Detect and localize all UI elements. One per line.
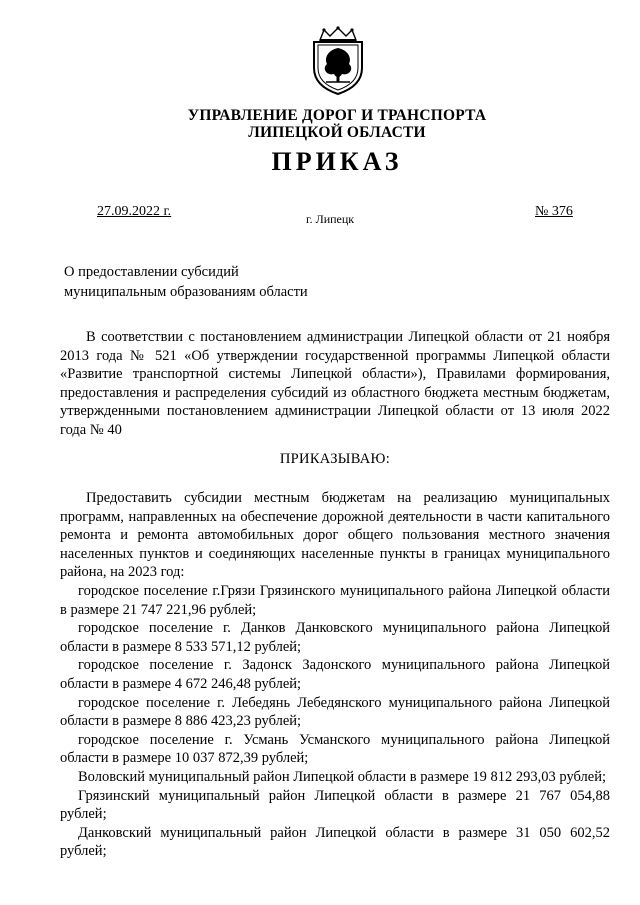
document-city: г. Липецк <box>306 212 355 226</box>
list-item: городское поселение г. Усмань Усманского муниципального района Липецкой области в размере 10 037 872,39 рублей; <box>60 731 610 767</box>
subject-line: О предоставлении субсидий <box>64 264 239 280</box>
organization-name-line1: УПРАВЛЕНИЕ ДОРОГ И ТРАНСПОРТА <box>187 107 487 124</box>
intro-paragraph-block <box>60 328 610 440</box>
list-item: Воловский муниципальный район Липецкой области в размере 19 812 293,03 рублей; <box>78 768 606 785</box>
document-title: ПРИКАЗ <box>271 147 403 176</box>
list-item: городское поселение г. Лебедянь Лебедянского муниципального района Липецкой области в размере 8 886 423,23 рублей; <box>60 694 610 730</box>
list-item: городское поселение г. Задонск Задонского муниципального района Липецкой области в размере 4 672 246,48 рублей; <box>60 657 610 692</box>
order-keyword: ПРИКАЗЫВАЮ: <box>279 451 391 467</box>
list-item-lead: Предоставить субсидии местным бюджетам на реализацию муниципальных программ, направленных на обеспечение дорожной деятельности в части капитального ремонта и ремонта автомобильных дорог общего пользования местного значения населенных пунктов и соединяющих населенные пункты в границах муниципального района, на 2023 год: <box>60 490 610 581</box>
list-item: Данковский муниципальный район Липецкой области в размере 31 050 602,52 рублей; <box>60 824 610 860</box>
organization-name-line2: ЛИПЕЦКОЙ ОБЛАСТИ <box>248 124 426 141</box>
document-number: № 376 <box>535 204 573 219</box>
document-subject <box>64 262 308 302</box>
intro-paragraph: В соответствии с постановлением администрации Липецкой области от 21 ноября 2013 года № 521 «Об утверждении государственной программы Липецкой области «Развитие транспортной системы Липецкой области»), Правилами формирования, предоставления и распределения субсидий из областного бюджета местным бюджетам, утвержденными постановлением администрации Липецкой области от 13 июля 2022 года № 40 <box>60 329 610 438</box>
list-item: городское поселение г. Данков Данковского муниципального района Липецкой области в размере 8 533 571,12 рублей; <box>60 620 610 655</box>
list-item: городское поселение г.Грязи Грязинского муниципального района Липецкой области в размере 21 747 221,96 рублей; <box>60 582 610 618</box>
list-item: Грязинский муниципальный район Липецкой области в размере 21 767 054,88 рублей; <box>60 787 610 823</box>
subject-line: муниципальным образованиям области <box>64 284 308 300</box>
document-date: 27.09.2022 г. <box>97 204 172 219</box>
coat-of-arms-icon <box>306 26 370 96</box>
subsidy-list <box>60 489 610 861</box>
